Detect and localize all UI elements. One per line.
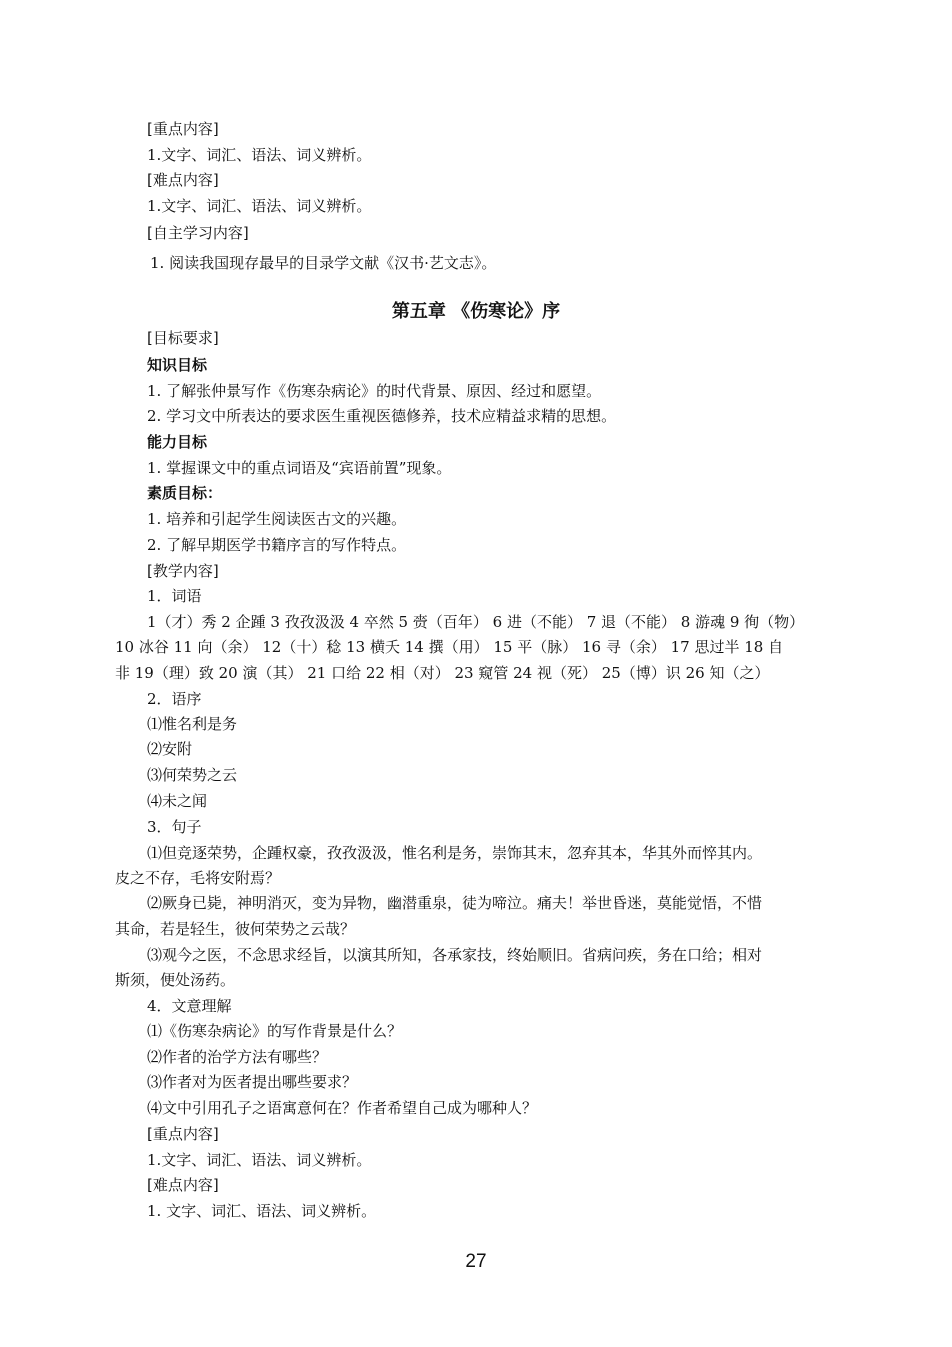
self-study-item: 1. 阅读我国现存最早的目录学文献《汉书·艺文志》。 [150, 254, 497, 272]
difficult-content-item: 1.文字、词汇、语法、词义辨析。 [147, 197, 372, 215]
page-number: 27 [465, 1251, 487, 1272]
sentence-line: ⑴但竞逐荣势，企踵权豪，孜孜汲汲，惟名利是务，崇饰其末，忽弃其本，华其外而悴其内。 [147, 844, 763, 862]
chapter-title: 第五章 《伤寒论》序 [391, 301, 561, 322]
difficult-content-label: [难点内容] [147, 1176, 219, 1194]
sentence-line: 皮之不存，毛将安附焉？ [115, 869, 281, 887]
word-order-item: ⑵安附 [147, 740, 193, 758]
difficult-content-item: 1. 文字、词汇、语法、词义辨析。 [147, 1202, 377, 1220]
key-content-label: [重点内容] [147, 120, 219, 138]
meaning-item: ⑴《伤寒杂病论》的写作背景是什么？ [147, 1022, 403, 1040]
teaching-content-label: [教学内容] [147, 562, 219, 580]
meaning-item: ⑶作者对为医者提出哪些要求？ [147, 1073, 358, 1091]
words-line: 1（才）秀 2 企踵 3 孜孜汲汲 4 卒然 5 赍（百年） 6 进（不能） 7 退（不能） 8 游魂 9 徇（物） [147, 613, 805, 631]
word-order-item: ⑴惟名利是务 [147, 715, 238, 733]
knowledge-goal-item: 2. 学习文中所表达的要求医生重视医德修养，技术应精益求精的思想。 [147, 407, 617, 425]
quality-goals-heading: 素质目标： [147, 484, 223, 502]
sentences-heading: 3．句子 [147, 818, 202, 836]
word-order-item: ⑶何荣势之云 [147, 766, 238, 784]
sentence-line: 斯须，便处汤药。 [115, 971, 236, 989]
knowledge-goals-heading: 知识目标 [147, 356, 208, 374]
words-line: 10 冰谷 11 向（余） 12（十）稔 13 横夭 14 撰（用） 15 平（脉） 16 寻（余） 17 思过半 18 自 [115, 638, 784, 656]
words-heading: 1．词语 [147, 587, 202, 605]
difficult-content-label: [难点内容] [147, 171, 219, 189]
sentence-line: 其命，若是轻生，彼何荣势之云哉？ [115, 920, 356, 938]
key-content-item: 1.文字、词汇、语法、词义辨析。 [147, 1151, 372, 1169]
ability-goal-item: 1. 掌握课文中的重点词语及“宾语前置”现象。 [147, 459, 452, 477]
word-order-item: ⑷未之闻 [147, 792, 208, 810]
quality-goal-item: 1. 培养和引起学生阅读医古文的兴趣。 [147, 510, 407, 528]
words-line: 非 19（理）致 20 演（其） 21 口给 22 相（对） 23 窥管 24 视（死） 25（博）识 26 知（之） [115, 664, 770, 682]
key-content-item: 1.文字、词汇、语法、词义辨析。 [147, 146, 372, 164]
meaning-item: ⑵作者的治学方法有哪些？ [147, 1048, 328, 1066]
knowledge-goal-item: 1. 了解张仲景写作《伤寒杂病论》的时代背景、原因、经过和愿望。 [147, 382, 602, 400]
meaning-item: ⑷文中引用孔子之语寓意何在？作者希望自己成为哪种人？ [147, 1099, 538, 1117]
quality-goal-item: 2. 了解早期医学书籍序言的写作特点。 [147, 536, 407, 554]
sentence-line: ⑵厥身已毙，神明消灭，变为异物，幽潜重泉，徒为啼泣。痛夫！举世昏迷，莫能觉悟，不惜 [147, 894, 763, 912]
self-study-label: [自主学习内容] [147, 224, 249, 242]
meaning-heading: 4．文意理解 [147, 997, 232, 1015]
ability-goals-heading: 能力目标 [147, 433, 208, 451]
word-order-heading: 2．语序 [147, 690, 202, 708]
sentence-line: ⑶观今之医，不念思求经旨，以演其所知，各承家技，终始顺旧。省病问疾，务在口给；相对 [147, 946, 763, 964]
key-content-label: [重点内容] [147, 1125, 219, 1143]
goals-label: [目标要求] [147, 329, 219, 347]
